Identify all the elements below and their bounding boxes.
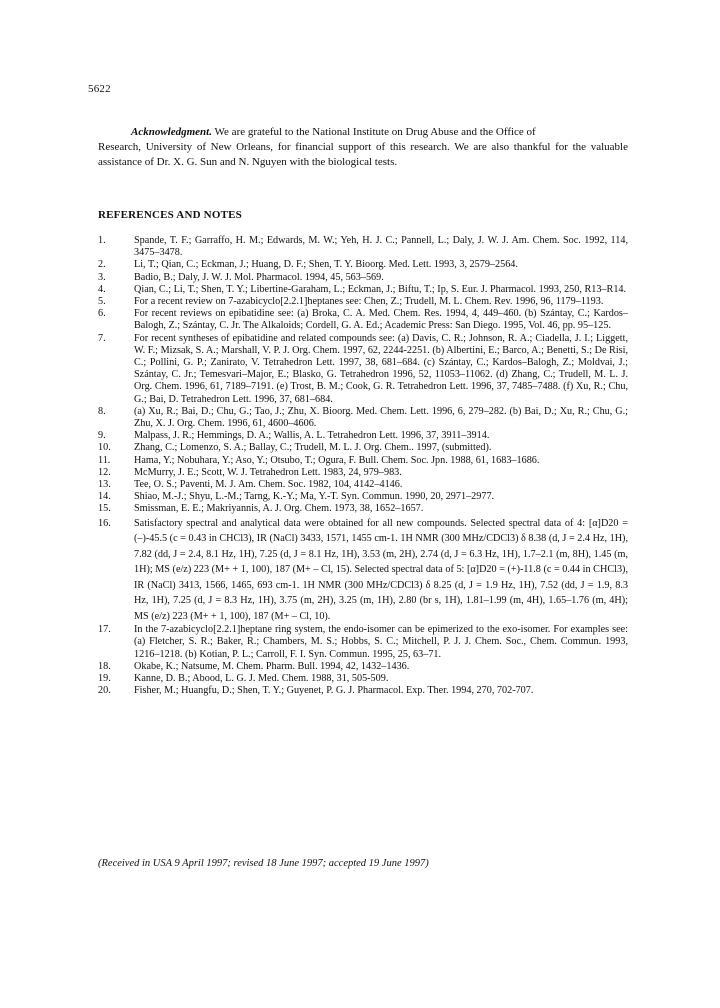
reference-text: For recent syntheses of epibatidine and related compounds see: (a) Davis, C. R.; Johnson, R. A.; Ciadella, J. I.; Liggett, W. F.; Mizsak, S. A.; Marshall, V. P. J. Org. Chem. 1997, 62, 2244-2251. (b) Albertini, E.; Barco, A.; Benetti, S.; De Risi, C.; Pollini, G. P.; Zanirato, V. Tetrahedron Lett. 1997, 38, 681–684. (c) Szántay, C.; Kardos–Balogh, Z.; Moldvai, J.; Szántay, C. Jr.; Temesvari–Major, E.; Blasko, G. Tetrahedron 1996, 52, 11053–11062. (d) Zhang, C.; Trudell, M. L. J. Org. Chem. 1996, 61, 7189–7191. (e) Trost, B. M.; Cook, G. R. Tetrahedron Lett. 1996, 37, 7485–7488. (f) Xu, R.; Chu, G.; Bai, D. Tetrahedron Lett. 1996, 37, 681–684. (134, 332, 628, 405)
reference-number: 5. (98, 296, 106, 308)
reference-text: Zhang, C.; Lomenzo, S. A.; Ballay, C.; Trudell, M. L. J. Org. Chem.. 1997, (submitted). (134, 442, 492, 454)
reference-item (98, 272, 628, 284)
reference-text: In the 7-azabicyclo[2.2.1]heptane ring system, the endo-isomer can be epimerized to the exo-isomer. For examples see: (a) Fletcher, S. R.; Baker, R.; Chambers, M. S.; Hobbs, S. C.; Mitchell, P. J. J. Chem. Soc., Chem. Commun. 1993, 1216–1218. (b) Kotian, P. L.; Carroll, F. I. Syn. Commun. 1995, 25, 63–71. (134, 624, 628, 660)
reference-item (98, 624, 628, 661)
reference-text: McMurry, J. E.; Scott, W. J. Tetrahedron Lett. 1983, 24, 979–983. (134, 466, 402, 478)
reference-number: 1. (98, 235, 106, 246)
reference-item (98, 516, 628, 625)
reference-text: Fisher, M.; Huangfu, D.; Shen, T. Y.; Guyenet, P. G. J. Pharmacol. Exp. Ther. 1994, 270, 702-707. (134, 685, 534, 697)
reference-item (98, 673, 628, 685)
reference-number: 17. (98, 624, 111, 636)
reference-item (98, 296, 628, 308)
reference-text: Tee, O. S.; Paventi, M. J. Am. Chem. Soc. 1982, 104, 4142–4146. (134, 479, 403, 491)
reference-number: 12. (98, 466, 111, 478)
reference-text: Shiao, M.-J.; Shyu, L.-M.; Tarng, K.-Y.; Ma, Y.-T. Syn. Commun. 1990, 20, 2971–2977. (134, 491, 495, 503)
reference-item (98, 235, 628, 259)
reference-number: 15. (98, 503, 111, 515)
reference-number: 7. (98, 332, 106, 344)
acknowledgment-title: Acknowledgment. (131, 126, 212, 138)
acknowledgment-paragraph (98, 125, 628, 170)
reference-number: 14. (98, 491, 111, 503)
reference-number: 4. (98, 283, 106, 295)
reference-text: Okabe, K.; Natsume, M. Chem. Pharm. Bull. 1994, 42, 1432–1436. (134, 660, 410, 672)
reference-text: Malpass, J. R.; Hemmings, D. A.; Wallis, A. L. Tetrahedron Lett. 1996, 37, 3911–3914. (134, 430, 490, 442)
reference-text: Kanne, D. B.; Abood, L. G. J. Med. Chem. 1988, 31, 505-509. (134, 672, 389, 684)
reference-item (98, 430, 628, 442)
reference-item (98, 455, 628, 467)
reference-item (98, 284, 628, 296)
reference-item (98, 308, 628, 332)
reference-item (98, 442, 628, 454)
reference-number: 2. (98, 259, 106, 271)
reference-item (98, 503, 628, 515)
acknowledgment-text-line1: We are grateful to the National Institute on Drug Abuse and the Office of (214, 126, 536, 138)
reference-text: Satisfactory spectral and analytical data were obtained for all new compounds. Selected spectral data of 4: [α]D20 = (–)-45.5 (c = 0.43 in CHCl3), IR (NaCl) 3433, 1571, 1455 cm-1. 1H NMR (300 MHz/CDCl3) δ 8.38 (d, J = 2.4 Hz, 1H), 7.82 (dd, J = 2.4, 8.1 Hz, 1H), 7.25 (d, J = 8.1 Hz, 1H), 3.53 (m, 2H), 2.74 (d, J = 6.3 Hz, 1H), 1.7–2.1 (m, 8H), 1.45 (m, 1H); MS (e/z) 223 (M+ + 1, 100), 187 (M+ – Cl, 15). Selected spectral data of 5: [α]D20 = (+)-11.8 (c = 0.44 in CHCl3), IR (NaCl) 3413, 1566, 1465, 693 cm-1. 1H NMR (300 MHz/CDCl3) δ 8.25 (d, J = 1.9 Hz, 1H), 7.52 (dd, J = 1.9, 8.3 Hz, 1H), 7.25 (d, J = 8.3 Hz, 1H), 3.75 (m, 2H), 3.25 (m, 1H), 2.80 (br s, 1H), 1.81–1.99 (m, 4H), 1.65–1.76 (m, 4H); MS (e/z) 223 (M+ + 1, 100), 187 (M+ – Cl, 10). (134, 517, 628, 622)
reference-number: 6. (98, 308, 106, 320)
reference-text: Li, T.; Qian, C.; Eckman, J.; Huang, D. F.; Shen, T. Y. Bioorg. Med. Lett. 1993, 3, 2579–2564. (134, 259, 518, 271)
references-heading: REFERENCES AND NOTES (98, 209, 242, 221)
page-number: 5622 (88, 83, 111, 95)
reference-number: 11. (98, 454, 111, 466)
reference-text: Hama, Y.; Nobuhara, Y.; Aso, Y.; Otsubo, T.; Ogura, F. Bull. Chem. Soc. Jpn. 1988, 61, 1683–1686. (134, 454, 540, 466)
received-dates: (Received in USA 9 April 1997; revised 18 June 1997; accepted 19 June 1997) (98, 858, 429, 869)
reference-text: For a recent review on 7-azabicyclo[2.2.1]heptanes see: Chen, Z.; Trudell, M. L. Chem. Rev. 1996, 96, 1179–1193. (134, 296, 604, 308)
reference-number: 8. (98, 405, 106, 417)
reference-text: Smissman, E. E.; Makriyannis, A. J. Org. Chem. 1973, 38, 1652–1657. (134, 503, 424, 515)
reference-item (98, 479, 628, 491)
reference-item (98, 259, 628, 271)
acknowledgment-text-rest: Research, University of New Orleans, for financial support of this research. We are also thankful for the valuable assistance of Dr. X. G. Sun and N. Nguyen with the biological tests. (98, 141, 628, 168)
reference-item (98, 685, 628, 697)
reference-item (98, 333, 628, 406)
reference-item (98, 491, 628, 503)
reference-text: (a) Xu, R.; Bai, D.; Chu, G.; Tao, J.; Zhu, X. Bioorg. Med. Chem. Lett. 1996, 6, 279–282. (b) Bai, D.; Xu, R.; Chu, G.; Zhu, X. J. Org. Chem. 1996, 61, 4600–4606. (134, 405, 628, 430)
reference-number: 9. (98, 430, 106, 442)
reference-number: 19. (98, 672, 111, 684)
references-list (98, 235, 628, 697)
reference-number: 3. (98, 271, 106, 283)
reference-number: 20. (98, 685, 111, 697)
reference-number: 16. (98, 517, 111, 529)
reference-text: Qian, C.; Li, T.; Shen, T. Y.; Libertine-Garaham, L.; Eckman, J.; Biftu, T.; Ip, S. Eur. J. Pharmacol. 1993, 250, R13–R14. (134, 283, 627, 295)
reference-text: Badio, B.; Daly, J. W. J. Mol. Pharmacol. 1994, 45, 563–569. (134, 271, 384, 283)
reference-text: For recent reviews on epibatidine see: (a) Broka, C. A. Med. Chem. Res. 1994, 4, 449–460. (b) Szántay, C.; Kardos–Balogh, Z.; Szántay, C. Jr. The Alkaloids; Cordell, G. A. Ed.; Academic Press: San Diego. 1995, Vol. 46, pp. 95–125. (134, 308, 628, 332)
reference-text: Spande, T. F.; Garraffo, H. M.; Edwards, M. W.; Yeh, H. J. C.; Pannell, L.; Daly, J. W. J. Am. Chem. Soc. 1992, 114, 3475–3478. (134, 235, 628, 259)
reference-item (98, 661, 628, 673)
reference-number: 10. (98, 442, 111, 454)
reference-item (98, 406, 628, 430)
acknowledgment-first-line (98, 125, 628, 140)
reference-number: 13. (98, 479, 111, 491)
reference-number: 18. (98, 660, 111, 672)
reference-item (98, 467, 628, 479)
